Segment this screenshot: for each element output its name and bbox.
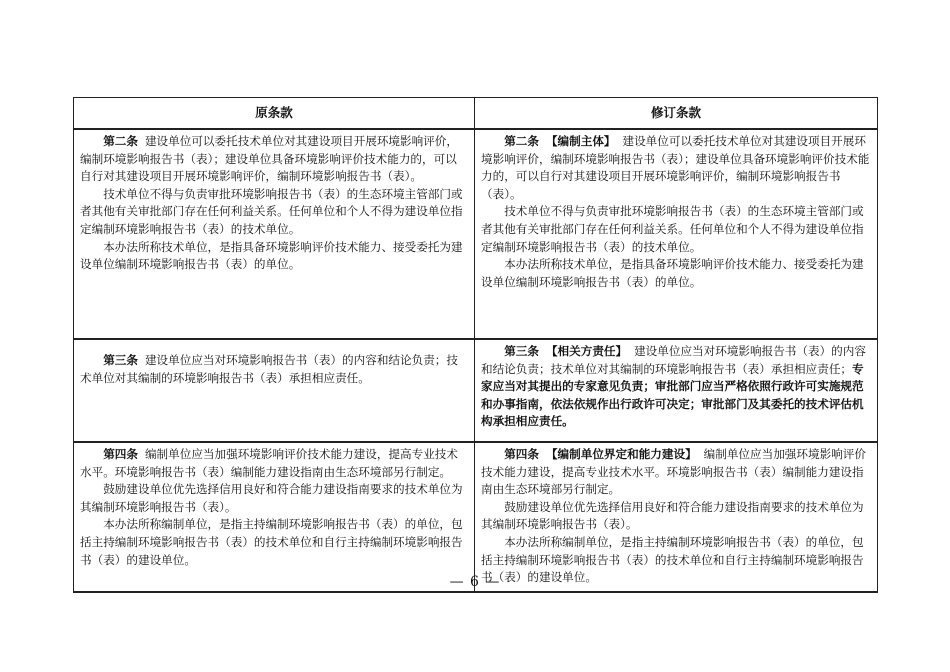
- paragraph-text: 建设单位可以委托技术单位对其建设项目开展环境影响评价，编制环境影响报告书（表）；建设单位具备环境影响评价技术能力的，可以自行对其建设项目开展环境影响评价，编制环境影响报告书（表）。: [481, 134, 870, 201]
- paragraph: 鼓励建设单位优先选择信用良好和符合能力建设指南要求的技术单位为其编制环境影响报告书（表）。: [80, 482, 463, 514]
- article-number: 第四条: [103, 447, 138, 461]
- original-cell: [74, 129, 475, 339]
- comparison-table: [73, 97, 878, 593]
- table-row: [74, 339, 878, 442]
- original-cell: [74, 442, 475, 592]
- paragraph: 技术单位不得与负责审批环境影响报告书（表）的生态环境主管部门或者其他有关审批部门存在任何利益关系。任何单位和个人不得为建设单位指定编制环境影响报告书（表）的技术单位。: [80, 186, 463, 236]
- revised-cell: [475, 339, 878, 442]
- revised-cell: [475, 129, 878, 339]
- paragraph-text: 建设单位应当对环境影响报告书（表）的内容和结论负责；技术单位对其编制的环境影响报告书（表）承担相应责任；: [481, 344, 866, 376]
- paragraph-text: 建设单位可以委托技术单位对其建设项目开展环境影响评价，编制环境影响报告书（表）；建设单位具备环境影响评价技术能力的，可以自行对其建设项目开展环境影响评价，编制环境影响报告书（表）。: [80, 134, 458, 184]
- original-cell: [74, 339, 475, 442]
- paragraph: [80, 133, 468, 186]
- article-number: 第三条: [103, 353, 138, 367]
- article-number: 第四条: [504, 447, 539, 461]
- article-number: 第二条: [504, 134, 539, 148]
- paragraph: [481, 133, 871, 203]
- header-original: 原条款: [74, 98, 475, 130]
- header-revised: 修订条款: [475, 98, 878, 130]
- table-row: [74, 129, 878, 339]
- paragraph: 本办法所称技术单位，是指具备环境影响评价技术能力、接受委托为建设单位编制环境影响报告书（表）的单位。: [481, 257, 864, 289]
- paragraph: [80, 352, 468, 387]
- paragraph: 本办法所称编制单位，是指主持编制环境影响报告书（表）的单位，包括主持编制环境影响报告书（表）的技术单位和自行主持编制环境影响报告书（表）的建设单位。: [80, 517, 463, 567]
- paragraph: 鼓励建设单位优先选择信用良好和符合能力建设指南要求的技术单位为其编制环境影响报告书（表）。: [481, 499, 864, 532]
- article-number: 第二条: [103, 134, 138, 148]
- paragraph-text: 建设单位应当对环境影响报告书（表）的内容和结论负责；技术单位对其编制的环境影响报告书（表）承担相应责任。: [80, 353, 458, 385]
- article-tag: 【编制单位界定和能力建设】: [545, 447, 697, 461]
- paragraph-text: 编制单位应当加强环境影响评价技术能力建设，提高专业技术水平。环境影响报告书（表）编制能力建设指南由生态环境部另行制定。: [80, 447, 458, 479]
- paragraph: [481, 343, 871, 431]
- article-tag: 【相关方责任】: [545, 344, 628, 358]
- header-row: [74, 98, 878, 130]
- article-number: 第三条: [504, 344, 539, 358]
- revised-cell: [475, 442, 878, 592]
- paragraph: 技术单位不得与负责审批环境影响报告书（表）的生态环境主管部门或者其他有关审批部门存在任何利益关系。任何单位和个人不得为建设单位指定编制环境影响报告书（表）的技术单位。: [481, 204, 864, 254]
- table-row: [74, 442, 878, 592]
- paragraph-text: 编制单位应当加强环境影响评价技术能力建设，提高专业技术水平。环境影响报告书（表）编制能力建设指南由生态环境部另行制定。: [481, 447, 866, 497]
- paragraph: [481, 446, 871, 499]
- paragraph: [80, 446, 468, 481]
- added-text: 专家应当对其提出的专家意见负责；审批部门应当严格依照行政许可实施规范和办事指南，依法依规作出行政许可决定；审批部门及其委托的技术评估机构承担相应责任。: [481, 361, 864, 429]
- article-tag: 【编制主体】: [545, 134, 616, 148]
- paragraph: 本办法所称技术单位，是指具备环境影响评价技术能力、接受委托为建设单位编制环境影响报告书（表）的单位。: [80, 239, 463, 272]
- paragraph: 本办法所称编制单位，是指主持编制环境影响报告书（表）的单位，包括主持编制环境影响报告书（表）的技术单位和自行主持编制环境影响报告书（表）的建设单位。: [481, 534, 864, 585]
- page-number: — 6 —: [449, 574, 501, 590]
